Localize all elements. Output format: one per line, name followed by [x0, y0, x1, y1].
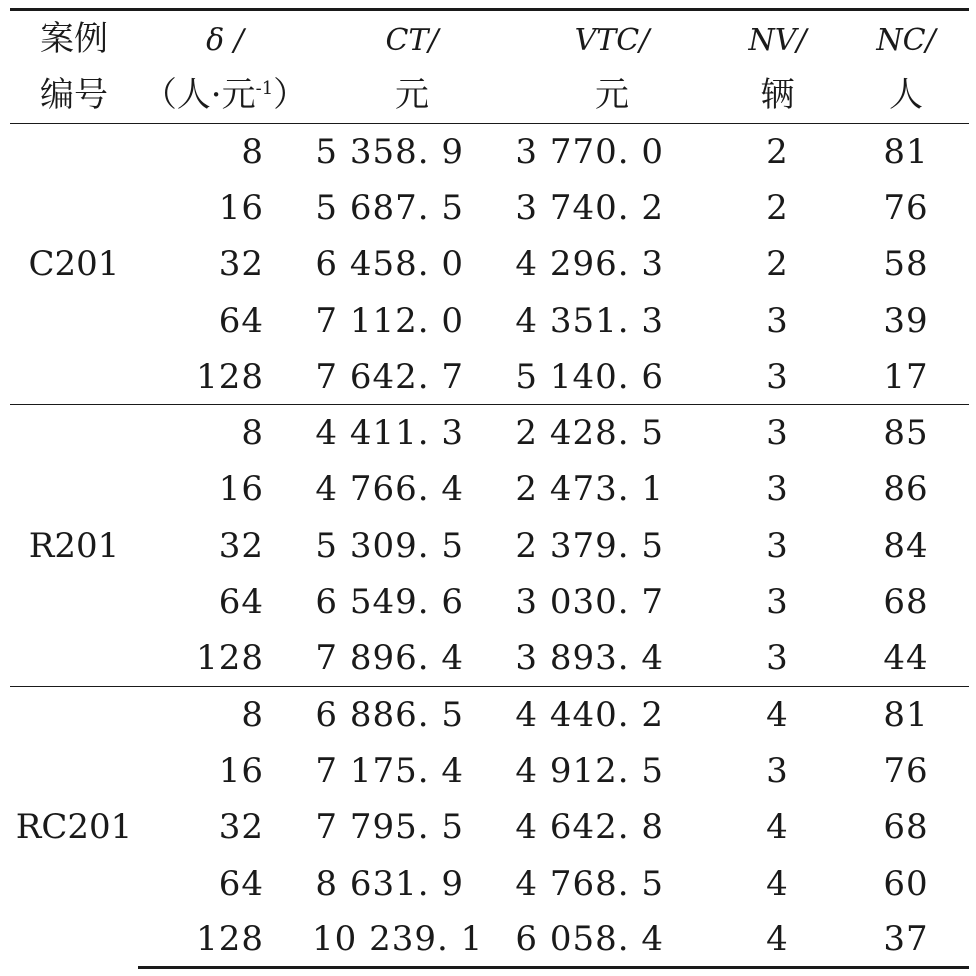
header-nc — [843, 10, 969, 67]
delta-cell: 128 — [138, 912, 312, 968]
case-group — [10, 124, 969, 405]
delta-cell: 8 — [138, 686, 312, 742]
vtc-cell: 3 893. 4 — [515, 638, 664, 679]
header-nc-label: NC/ — [876, 22, 936, 58]
vtc-cell: 3 030. 7 — [515, 582, 664, 623]
ct-cell: 7 795. 5 — [315, 807, 464, 848]
table-row — [10, 630, 969, 686]
header-delta-unit-close: ） — [273, 74, 308, 115]
nc-cell: 81 — [883, 131, 929, 172]
table-row — [10, 518, 969, 574]
nv-cell: 3 — [712, 405, 843, 461]
nv-cell: 4 — [766, 863, 789, 904]
ct-cell: 6 886. 5 — [312, 686, 512, 742]
ct-cell: 7 175. 4 — [315, 750, 464, 791]
table-row — [10, 912, 969, 968]
ct-cell: 5 687. 5 — [315, 187, 464, 228]
nv-cell: 2 — [766, 244, 789, 285]
delta-cell: 8 — [138, 405, 312, 461]
nv-cell: 3 — [766, 750, 789, 791]
results-table — [10, 8, 969, 969]
table-row — [10, 236, 969, 292]
nv-cell: 3 — [766, 638, 789, 679]
delta-cell: 64 — [218, 863, 264, 904]
header-delta — [138, 10, 312, 67]
table-row — [10, 461, 969, 517]
header-delta-label: δ / — [206, 22, 244, 58]
vtc-cell: 3 740. 2 — [515, 187, 664, 228]
vtc-cell: 4 768. 5 — [515, 863, 664, 904]
nc-cell: 39 — [883, 300, 929, 341]
header-ct-label: CT/ — [385, 22, 439, 58]
nc-cell: 84 — [883, 525, 929, 566]
ct-cell: 7 642. 7 — [315, 356, 464, 397]
ct-cell: 8 631. 9 — [315, 863, 464, 904]
nc-cell: 86 — [883, 469, 929, 510]
table-header — [10, 10, 969, 124]
nc-cell: 60 — [883, 863, 929, 904]
vtc-cell: 4 351. 3 — [515, 300, 664, 341]
table-row — [10, 686, 969, 742]
header-nc-unit: 人 — [843, 67, 969, 124]
table-row — [10, 292, 969, 348]
header-row-1 — [10, 10, 969, 67]
table-row — [10, 799, 969, 855]
delta-cell: 32 — [218, 807, 264, 848]
delta-cell: 16 — [218, 187, 264, 228]
nv-cell: 3 — [766, 300, 789, 341]
vtc-cell: 4 912. 5 — [515, 750, 664, 791]
ct-cell: 5 309. 5 — [315, 525, 464, 566]
nc-cell: 81 — [843, 686, 969, 742]
header-vtc — [512, 10, 712, 67]
table-row — [10, 124, 969, 180]
vtc-cell: 2 473. 1 — [515, 469, 664, 510]
vtc-cell: 6 058. 4 — [512, 912, 712, 968]
results-table-container — [10, 8, 969, 969]
nv-cell: 2 — [766, 187, 789, 228]
table-row — [10, 743, 969, 799]
table-row — [10, 855, 969, 911]
nv-cell: 3 — [766, 582, 789, 623]
header-vtc-label: VTC/ — [574, 22, 650, 58]
ct-cell: 6 458. 0 — [315, 244, 464, 285]
delta-cell: 64 — [218, 300, 264, 341]
nc-cell: 76 — [883, 750, 929, 791]
header-ct-unit: 元 — [312, 67, 512, 124]
delta-cell: 128 — [196, 638, 264, 679]
nc-cell: 76 — [883, 187, 929, 228]
ct-cell: 7 896. 4 — [315, 638, 464, 679]
nv-cell: 4 — [712, 686, 843, 742]
header-case-number: 编号 — [10, 67, 138, 124]
vtc-cell: 2 379. 5 — [515, 525, 664, 566]
delta-cell: 8 — [241, 131, 264, 172]
header-delta-unit-exponent: -1 — [255, 77, 274, 99]
header-nv-unit: 辆 — [712, 67, 843, 124]
nc-cell: 17 — [883, 356, 929, 397]
header-delta-unit — [138, 67, 312, 124]
table-row — [10, 574, 969, 630]
nv-cell: 2 — [766, 131, 789, 172]
delta-cell: 32 — [218, 244, 264, 285]
case-id-cell: R201 — [10, 405, 138, 686]
delta-cell: 64 — [218, 582, 264, 623]
delta-cell: 128 — [196, 356, 264, 397]
vtc-cell: 4 440. 2 — [512, 686, 712, 742]
ct-cell: 7 112. 0 — [315, 300, 464, 341]
ct-cell: 5 358. 9 — [315, 131, 464, 172]
nc-cell: 44 — [883, 638, 929, 679]
delta-cell: 16 — [218, 469, 264, 510]
table-row — [10, 349, 969, 405]
ct-cell: 6 549. 6 — [315, 582, 464, 623]
vtc-cell: 4 296. 3 — [515, 244, 664, 285]
delta-cell: 16 — [218, 750, 264, 791]
nc-cell: 58 — [883, 244, 929, 285]
ct-cell: 4 766. 4 — [315, 469, 464, 510]
case-group — [10, 686, 969, 967]
nv-cell: 4 — [712, 912, 843, 968]
header-delta-unit-open: （人·元 — [142, 74, 256, 115]
nc-cell: 37 — [843, 912, 969, 968]
vtc-cell: 4 642. 8 — [515, 807, 664, 848]
case-group — [10, 405, 969, 686]
case-id-cell: RC201 — [10, 686, 138, 967]
nv-cell: 3 — [766, 356, 789, 397]
ct-cell: 10 239. 1 — [312, 912, 512, 968]
header-row-2 — [10, 67, 969, 124]
table-row — [10, 405, 969, 461]
case-id-cell: C201 — [28, 244, 120, 285]
header-case: 案例 — [10, 10, 138, 67]
table-row — [10, 180, 969, 236]
nv-cell: 3 — [766, 469, 789, 510]
header-vtc-unit: 元 — [512, 67, 712, 124]
nc-cell: 85 — [843, 405, 969, 461]
nc-cell: 68 — [883, 807, 929, 848]
nv-cell: 4 — [766, 807, 789, 848]
nv-cell: 3 — [766, 525, 789, 566]
ct-cell: 4 411. 3 — [312, 405, 512, 461]
vtc-cell: 2 428. 5 — [512, 405, 712, 461]
vtc-cell: 5 140. 6 — [515, 356, 664, 397]
header-nv-label: NV/ — [748, 22, 807, 58]
vtc-cell: 3 770. 0 — [515, 131, 664, 172]
header-ct — [312, 10, 512, 67]
header-nv — [712, 10, 843, 67]
nc-cell: 68 — [883, 582, 929, 623]
delta-cell: 32 — [218, 525, 264, 566]
